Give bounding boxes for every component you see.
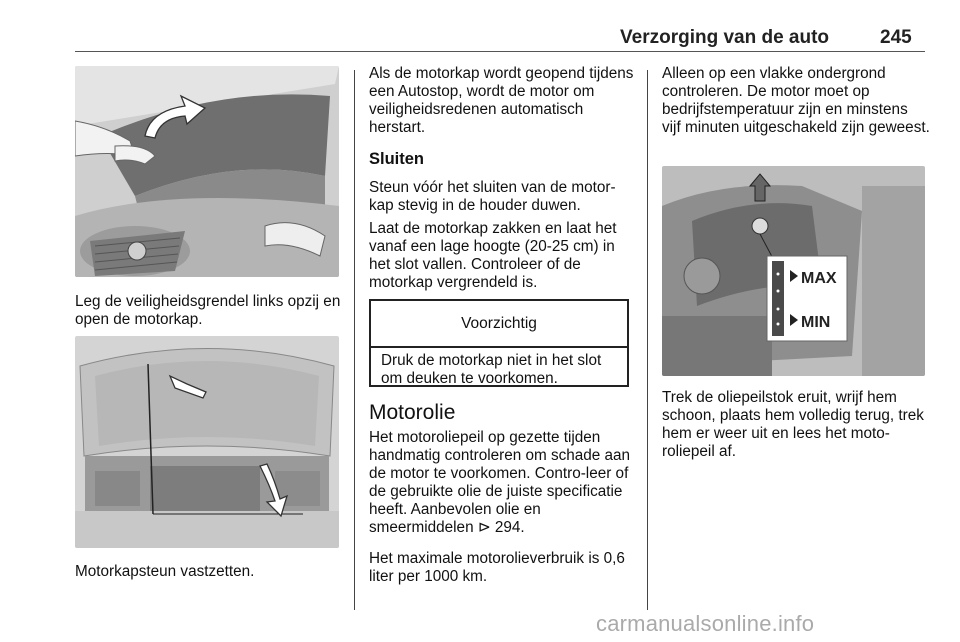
hood-release-illustration bbox=[75, 66, 339, 277]
hood-support-illustration bbox=[75, 336, 339, 548]
column-divider-1 bbox=[354, 70, 355, 610]
page-reference-icon: ⊳ bbox=[473, 519, 491, 536]
dipstick-illustration bbox=[662, 166, 925, 376]
caution-box bbox=[369, 299, 629, 387]
heading-engine-oil: Motorolie bbox=[369, 401, 456, 424]
column-divider-2 bbox=[647, 70, 648, 610]
page-header-title: Verzorging van de auto bbox=[620, 27, 830, 48]
paragraph-oil-check bbox=[369, 429, 637, 537]
dipstick-min-label: MIN bbox=[801, 314, 831, 331]
paragraph-support-push: Steun vóór het sluiten van de motor-kap stevig in de houder duwen. bbox=[369, 179, 616, 214]
page-number: 245 bbox=[880, 27, 912, 48]
dipstick-max-label: MAX bbox=[801, 270, 837, 287]
watermark: carmanualsonline.info bbox=[596, 611, 815, 636]
paragraph-release-latch: Leg de veiligheidsgrendel links opzij en open de motorkap. bbox=[75, 293, 341, 328]
caption-hood-support: Motorkapsteun vastzetten. bbox=[75, 563, 255, 580]
caution-text: Druk de motorkap niet in het slot om deuken te voorkomen. bbox=[381, 352, 602, 387]
page-reference-number[interactable]: 294. bbox=[490, 519, 525, 536]
heading-closing: Sluiten bbox=[369, 150, 425, 168]
paragraph-read-dipstick: Trek de oliepeilstok eruit, wrijf hem schoon, plaats hem volledig terug, trek hem er weer uit en lees het moto-roliepeil af. bbox=[662, 389, 924, 460]
paragraph-oil-check-text: Het motoroliepeil op gezette tijden handmatig controleren om schade aan de motor te voorkomen. Contro-leer of de gebruikte olie de juiste specificatie heeft. Aanbevolen olie en smeermiddelen bbox=[369, 429, 631, 536]
header-divider bbox=[75, 51, 925, 52]
paragraph-autostop: Als de motorkap wordt geopend tijdens een Autostop, wordt de motor om veiligheidsredenen automatisch herstart. bbox=[369, 65, 634, 136]
paragraph-check-conditions: Alleen op een vlakke ondergrond controleren. De motor moet op bedrijfstemperatuur zijn en minstens vijf minuten uitgeschakeld zijn geweest. bbox=[662, 65, 930, 136]
paragraph-oil-consumption: Het maximale motorolieverbruik is 0,6 liter per 1000 km. bbox=[369, 550, 625, 585]
caution-title: Voorzichtig bbox=[371, 301, 627, 348]
paragraph-lower-hood: Laat de motorkap zakken en laat het vanaf een lage hoogte (20-25 cm) in het slot vallen. Controleer of de motorkap vergrendeld is. bbox=[369, 220, 617, 291]
